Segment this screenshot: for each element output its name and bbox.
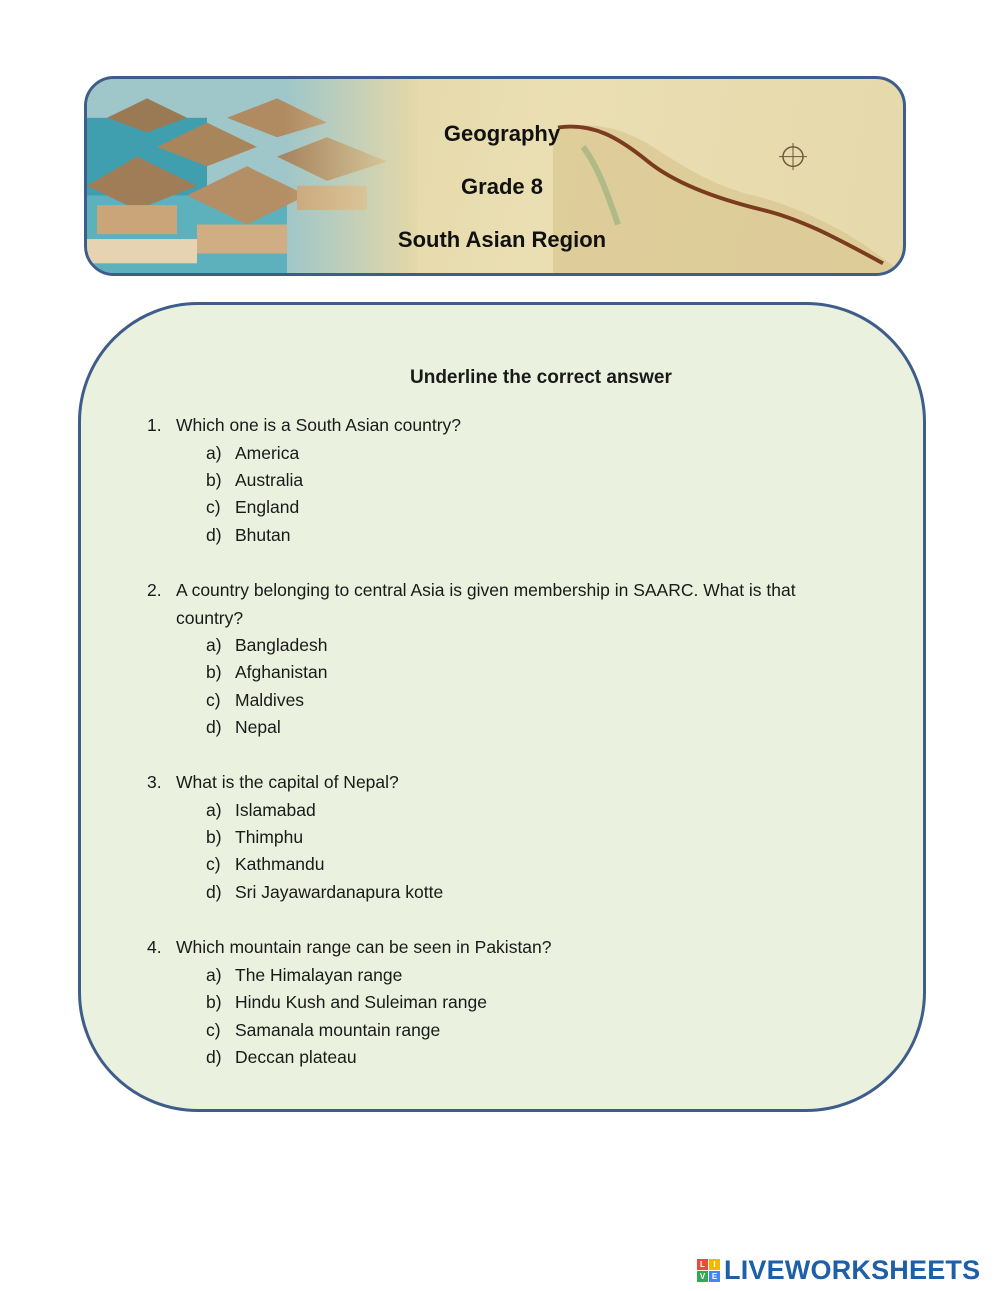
option-label: d) bbox=[206, 1047, 222, 1067]
option-3d[interactable] bbox=[206, 879, 443, 907]
option-label: a) bbox=[206, 635, 222, 655]
option-label: b) bbox=[206, 992, 222, 1012]
option-text: England bbox=[235, 497, 300, 517]
topic-title: South Asian Region bbox=[397, 227, 607, 252]
option-4d[interactable] bbox=[206, 1044, 357, 1072]
option-1a[interactable] bbox=[206, 440, 299, 468]
option-4a[interactable] bbox=[206, 962, 402, 990]
option-text: Nepal bbox=[235, 717, 281, 737]
option-2a[interactable] bbox=[206, 632, 327, 660]
option-label: d) bbox=[206, 882, 222, 902]
instruction-heading: Underline the correct answer bbox=[410, 367, 672, 388]
option-label: b) bbox=[206, 827, 222, 847]
option-text: Afghanistan bbox=[235, 662, 328, 682]
option-label: c) bbox=[206, 497, 221, 517]
option-label: b) bbox=[206, 470, 222, 490]
option-3b[interactable] bbox=[206, 824, 303, 852]
option-text: Bangladesh bbox=[235, 635, 328, 655]
option-text: Maldives bbox=[235, 690, 305, 710]
option-text: Samanala mountain range bbox=[235, 1020, 441, 1040]
banner-title-block bbox=[337, 79, 667, 273]
question-number: 4. bbox=[147, 937, 162, 957]
option-2b[interactable] bbox=[206, 659, 327, 687]
option-text: Hindu Kush and Suleiman range bbox=[235, 992, 487, 1012]
logo-letter: I bbox=[709, 1259, 720, 1270]
question-text: What is the capital of Nepal? bbox=[176, 772, 399, 792]
option-text: Australia bbox=[235, 470, 304, 490]
subject-title: Geography bbox=[443, 121, 561, 146]
question-3 bbox=[147, 769, 847, 797]
option-3a[interactable] bbox=[206, 797, 316, 825]
option-1d[interactable] bbox=[206, 522, 290, 550]
option-3c[interactable] bbox=[206, 851, 325, 879]
option-2c[interactable] bbox=[206, 687, 304, 715]
option-label: a) bbox=[206, 965, 222, 985]
question-text: Which one is a South Asian country? bbox=[176, 415, 462, 435]
option-label: a) bbox=[206, 800, 222, 820]
liveworksheets-logo[interactable] bbox=[697, 1255, 980, 1285]
option-text: Islamabad bbox=[235, 800, 316, 820]
option-label: b) bbox=[206, 662, 222, 682]
option-label: c) bbox=[206, 1020, 221, 1040]
option-text: Kathmandu bbox=[235, 854, 325, 874]
option-1c[interactable] bbox=[206, 494, 299, 522]
option-text: Sri Jayawardanapura kotte bbox=[235, 882, 444, 902]
option-label: c) bbox=[206, 854, 221, 874]
question-4 bbox=[147, 934, 847, 962]
logo-letter: V bbox=[697, 1271, 708, 1282]
question-number: 2. bbox=[147, 580, 162, 600]
option-4b[interactable] bbox=[206, 989, 487, 1017]
question-1 bbox=[147, 412, 847, 440]
option-4c[interactable] bbox=[206, 1017, 440, 1045]
option-text: Bhutan bbox=[235, 525, 291, 545]
logo-letter: E bbox=[709, 1271, 720, 1282]
logo-icon bbox=[697, 1259, 720, 1282]
question-text: A country belonging to central Asia is given membership in SAARC. What is that country? bbox=[176, 580, 796, 628]
question-number: 3. bbox=[147, 772, 162, 792]
question-text: Which mountain range can be seen in Pakistan? bbox=[176, 937, 552, 957]
option-text: Deccan plateau bbox=[235, 1047, 357, 1067]
option-text: Thimphu bbox=[235, 827, 304, 847]
grade-title: Grade 8 bbox=[461, 174, 543, 199]
question-2 bbox=[147, 577, 847, 633]
header-banner bbox=[84, 76, 906, 276]
option-label: d) bbox=[206, 717, 222, 737]
option-text: America bbox=[235, 443, 300, 463]
logo-letter: L bbox=[697, 1259, 708, 1270]
option-label: a) bbox=[206, 443, 222, 463]
option-1b[interactable] bbox=[206, 467, 303, 495]
logo-text: LIVEWORKSHEETS bbox=[724, 1254, 981, 1285]
question-number: 1. bbox=[147, 415, 162, 435]
option-label: d) bbox=[206, 525, 222, 545]
option-label: c) bbox=[206, 690, 221, 710]
option-2d[interactable] bbox=[206, 714, 281, 742]
option-text: The Himalayan range bbox=[235, 965, 403, 985]
